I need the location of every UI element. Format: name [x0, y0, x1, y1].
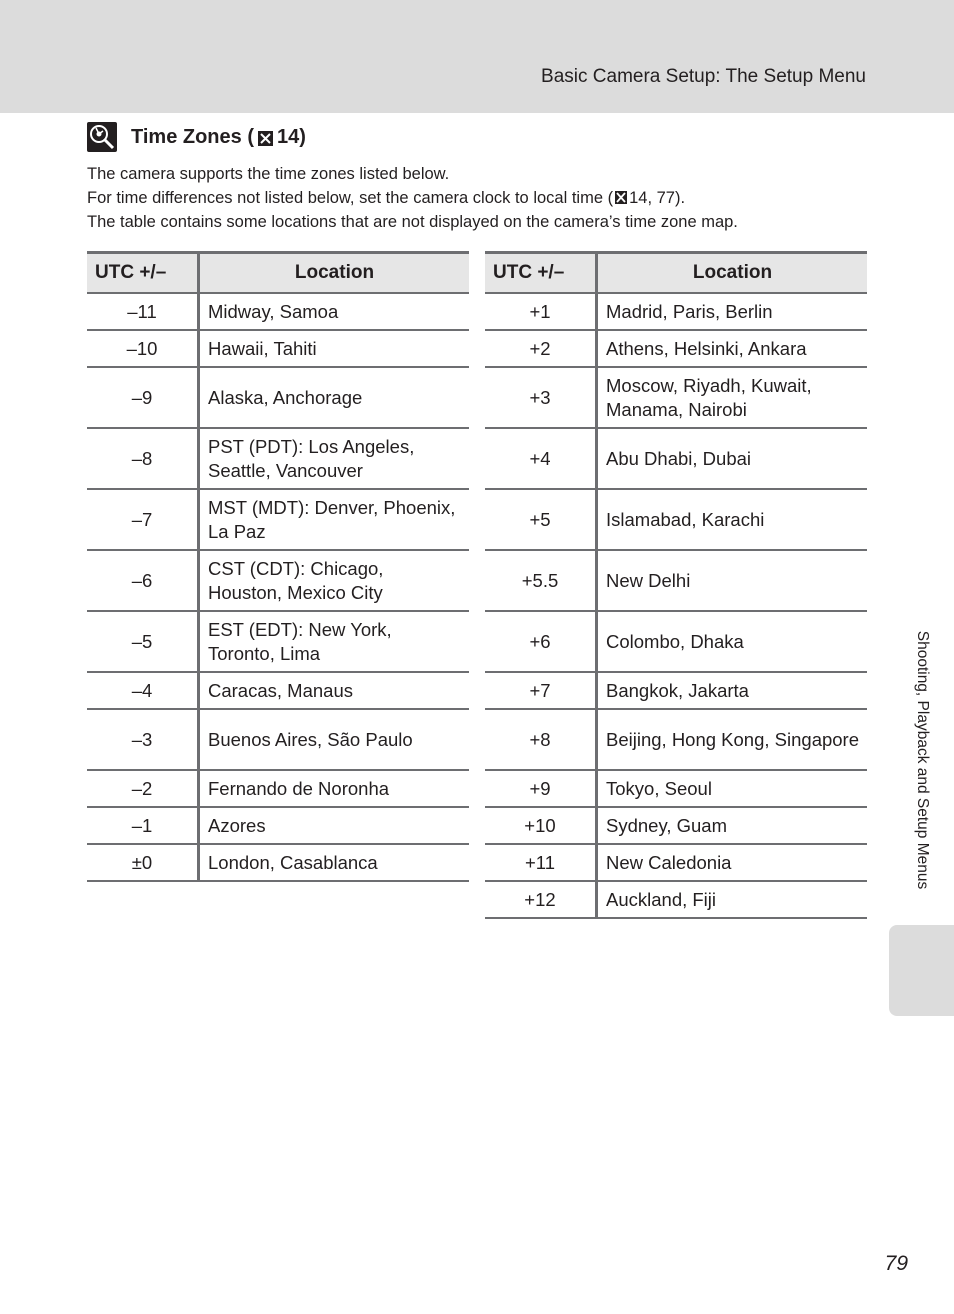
- page-reference-icon: [258, 131, 273, 146]
- header-location: Location: [199, 253, 470, 294]
- section-title: [131, 126, 306, 149]
- utc-offset-cell: +2: [485, 330, 597, 367]
- header-band: [0, 0, 954, 113]
- utc-offset-cell: +12: [485, 881, 597, 918]
- location-cell: New Caledonia: [597, 844, 868, 881]
- chapter-title: Basic Camera Setup: The Setup Menu: [541, 66, 866, 87]
- table-row: [485, 330, 867, 367]
- utc-offset-cell: –7: [87, 489, 199, 550]
- table-row: [87, 709, 469, 770]
- intro-text: [87, 162, 847, 234]
- location-cell: Moscow, Riyadh, Kuwait, Manama, Nairobi: [597, 367, 868, 428]
- section-ref-page: 14): [277, 125, 306, 148]
- utc-offset-cell: –9: [87, 367, 199, 428]
- location-cell: Tokyo, Seoul: [597, 770, 868, 807]
- time-zone-table-right: [485, 251, 867, 919]
- utc-offset-cell: +5.5: [485, 550, 597, 611]
- time-zone-table-left: [87, 251, 469, 882]
- location-cell: Athens, Helsinki, Ankara: [597, 330, 868, 367]
- time-zone-icon: [87, 122, 117, 152]
- utc-offset-cell: +4: [485, 428, 597, 489]
- table-row: [485, 770, 867, 807]
- utc-offset-cell: –5: [87, 611, 199, 672]
- location-cell: Colombo, Dhaka: [597, 611, 868, 672]
- page-number: 79: [884, 1252, 908, 1275]
- utc-offset-cell: –1: [87, 807, 199, 844]
- table-row: [485, 672, 867, 709]
- utc-offset-cell: +6: [485, 611, 597, 672]
- location-cell: EST (EDT): New York, Toronto, Lima: [199, 611, 470, 672]
- intro-line-1: The camera supports the time zones listed below.: [87, 165, 450, 183]
- utc-offset-cell: –8: [87, 428, 199, 489]
- utc-offset-cell: +10: [485, 807, 597, 844]
- location-cell: Azores: [199, 807, 470, 844]
- table-row: [485, 709, 867, 770]
- location-cell: MST (MDT): Denver, Phoenix, La Paz: [199, 489, 470, 550]
- location-cell: Beijing, Hong Kong, Singapore: [597, 709, 868, 770]
- location-cell: Hawaii, Tahiti: [199, 330, 470, 367]
- header-utc: UTC +/–: [485, 253, 597, 294]
- table-row: [87, 550, 469, 611]
- utc-offset-cell: ±0: [87, 844, 199, 881]
- table-row: [485, 844, 867, 881]
- header-location: Location: [597, 253, 868, 294]
- location-cell: Bangkok, Jakarta: [597, 672, 868, 709]
- location-cell: London, Casablanca: [199, 844, 470, 881]
- table-row: [485, 367, 867, 428]
- table-row: [485, 550, 867, 611]
- table-row: [485, 611, 867, 672]
- section-heading: [87, 120, 306, 154]
- location-cell: Caracas, Manaus: [199, 672, 470, 709]
- table-row: [87, 489, 469, 550]
- table-row: [485, 881, 867, 918]
- intro-line-3: The table contains some locations that are not displayed on the camera’s time zone map.: [87, 213, 738, 231]
- location-cell: New Delhi: [597, 550, 868, 611]
- location-cell: PST (PDT): Los Angeles, Seattle, Vancouver: [199, 428, 470, 489]
- table-row: [87, 611, 469, 672]
- side-tab-label: Shooting, Playback and Setup Menus: [914, 630, 931, 890]
- table-row: [87, 428, 469, 489]
- table-row: [485, 489, 867, 550]
- utc-offset-cell: –6: [87, 550, 199, 611]
- side-tab: [889, 925, 954, 1016]
- table-row: [485, 807, 867, 844]
- utc-offset-cell: –10: [87, 330, 199, 367]
- utc-offset-cell: +8: [485, 709, 597, 770]
- location-cell: Auckland, Fiji: [597, 881, 868, 918]
- location-cell: Abu Dhabi, Dubai: [597, 428, 868, 489]
- utc-offset-cell: –4: [87, 672, 199, 709]
- location-cell: Islamabad, Karachi: [597, 489, 868, 550]
- table-row: [485, 428, 867, 489]
- intro-line-2b: 14, 77).: [629, 189, 686, 207]
- section-title-text: Time Zones (: [131, 125, 254, 148]
- table-row: [87, 770, 469, 807]
- table-row: [87, 807, 469, 844]
- utc-offset-cell: –11: [87, 293, 199, 330]
- location-cell: Buenos Aires, São Paulo: [199, 709, 470, 770]
- table-row: [87, 330, 469, 367]
- location-cell: CST (CDT): Chicago, Houston, Mexico City: [199, 550, 470, 611]
- intro-line-2: [87, 186, 847, 210]
- page-reference-icon: [615, 191, 627, 204]
- location-cell: Midway, Samoa: [199, 293, 470, 330]
- utc-offset-cell: +9: [485, 770, 597, 807]
- table-row: [87, 844, 469, 881]
- utc-offset-cell: +3: [485, 367, 597, 428]
- utc-offset-cell: +5: [485, 489, 597, 550]
- location-cell: Sydney, Guam: [597, 807, 868, 844]
- table-row: [87, 367, 469, 428]
- utc-offset-cell: +7: [485, 672, 597, 709]
- location-cell: Madrid, Paris, Berlin: [597, 293, 868, 330]
- table-row: [87, 672, 469, 709]
- table-row: [87, 293, 469, 330]
- utc-offset-cell: –2: [87, 770, 199, 807]
- utc-offset-cell: –3: [87, 709, 199, 770]
- location-cell: Fernando de Noronha: [199, 770, 470, 807]
- intro-line-2a: For time differences not listed below, set the camera clock to local time (: [87, 189, 614, 207]
- utc-offset-cell: +11: [485, 844, 597, 881]
- location-cell: Alaska, Anchorage: [199, 367, 470, 428]
- header-utc: UTC +/–: [87, 253, 199, 294]
- table-row: [485, 293, 867, 330]
- utc-offset-cell: +1: [485, 293, 597, 330]
